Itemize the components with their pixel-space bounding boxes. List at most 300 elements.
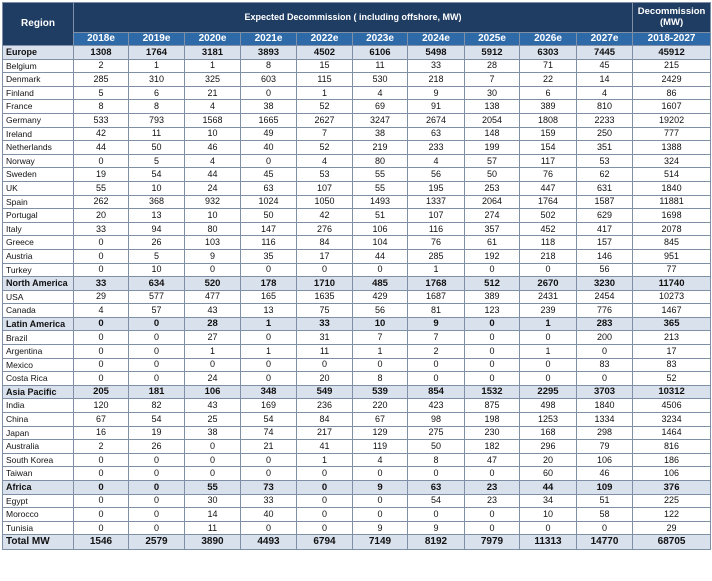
country-row [3,209,711,223]
value-cell: 199 [465,141,520,155]
value-cell: 0 [297,358,353,372]
row-label: Tunisia [3,521,74,535]
value-cell: 54 [129,413,185,427]
value-cell: 116 [241,236,297,250]
value-cell: 119 [353,440,408,454]
value-cell: 168 [520,426,577,440]
value-cell: 20 [74,209,129,223]
value-cell: 79 [577,440,633,454]
row-total-cell: 514 [633,168,711,182]
value-cell: 22 [520,73,577,87]
value-cell: 28 [185,317,241,331]
country-row [3,494,711,508]
country-row [3,195,711,209]
value-cell: 123 [465,304,520,318]
value-cell: 0 [74,263,129,277]
row-label: Latin America [3,317,74,331]
value-cell: 423 [408,399,465,413]
value-cell: 4 [185,154,241,168]
value-cell: 932 [185,195,241,209]
value-cell: 2670 [520,277,577,291]
value-cell: 44 [185,168,241,182]
value-cell: 45 [577,59,633,73]
row-total-cell: 1464 [633,426,711,440]
value-cell: 67 [74,413,129,427]
country-row [3,331,711,345]
country-row [3,127,711,141]
region-row [3,385,711,399]
value-cell: 1024 [241,195,297,209]
value-cell: 296 [520,440,577,454]
value-cell: 0 [577,345,633,359]
year-header: 2025e [465,33,520,46]
value-cell: 0 [74,521,129,535]
row-total-cell: 86 [633,86,711,100]
value-cell: 389 [465,290,520,304]
value-cell: 147 [241,222,297,236]
value-cell: 389 [520,100,577,114]
value-cell: 1 [129,59,185,73]
value-cell: 52 [297,100,353,114]
row-total-cell: 1467 [633,304,711,318]
value-cell: 0 [241,154,297,168]
value-cell: 1 [353,345,408,359]
value-cell: 0 [465,345,520,359]
value-cell: 54 [241,413,297,427]
value-cell: 9 [408,317,465,331]
value-cell: 629 [577,209,633,223]
value-cell: 7149 [353,535,408,550]
value-cell: 9 [353,521,408,535]
value-cell: 76 [408,236,465,250]
value-cell: 6 [129,86,185,100]
row-label: Germany [3,113,74,127]
value-cell: 75 [297,304,353,318]
value-cell: 10 [129,263,185,277]
value-cell: 4 [353,453,408,467]
value-cell: 0 [577,372,633,386]
value-cell: 0 [129,317,185,331]
value-cell: 44 [353,249,408,263]
value-cell: 310 [129,73,185,87]
row-total-cell: 11740 [633,277,711,291]
value-cell: 115 [297,73,353,87]
value-cell: 0 [577,521,633,535]
year-header: 2019e [129,33,185,46]
value-cell: 4 [185,100,241,114]
value-cell: 69 [353,100,408,114]
value-cell: 55 [353,168,408,182]
value-cell: 1334 [577,413,633,427]
value-cell: 276 [297,222,353,236]
value-cell: 1 [241,317,297,331]
country-row [3,453,711,467]
row-label: Africa [3,481,74,495]
row-label: Greece [3,236,74,250]
value-cell: 275 [408,426,465,440]
table-header [3,3,711,46]
value-cell: 63 [408,481,465,495]
value-cell: 1 [520,317,577,331]
value-cell: 1 [185,59,241,73]
value-cell: 0 [465,263,520,277]
value-cell: 33 [74,277,129,291]
value-cell: 0 [520,521,577,535]
row-total-cell: 10273 [633,290,711,304]
value-cell: 0 [297,494,353,508]
value-cell: 0 [129,345,185,359]
value-cell: 2579 [129,535,185,550]
value-cell: 84 [297,236,353,250]
value-cell: 0 [185,358,241,372]
row-total-cell: 29 [633,521,711,535]
value-cell: 0 [129,494,185,508]
value-cell: 0 [241,372,297,386]
value-cell: 52 [297,141,353,155]
row-label: Spain [3,195,74,209]
value-cell: 91 [408,100,465,114]
value-cell: 50 [241,209,297,223]
value-cell: 120 [74,399,129,413]
row-total-cell: 2429 [633,73,711,87]
value-cell: 0 [520,358,577,372]
value-cell: 20 [297,372,353,386]
value-cell: 118 [520,236,577,250]
row-label: Argentina [3,345,74,359]
value-cell: 21 [241,440,297,454]
value-cell: 14770 [577,535,633,550]
value-cell: 62 [577,168,633,182]
value-cell: 2054 [465,113,520,127]
value-cell: 46 [577,467,633,481]
value-cell: 14 [185,508,241,522]
value-cell: 6794 [297,535,353,550]
value-cell: 2 [74,59,129,73]
value-cell: 854 [408,385,465,399]
value-cell: 250 [577,127,633,141]
value-cell: 11313 [520,535,577,550]
value-cell: 104 [353,236,408,250]
row-label: Total MW [3,535,74,550]
row-total-cell: 1607 [633,100,711,114]
row-label: Asia Pacific [3,385,74,399]
row-total-cell: 816 [633,440,711,454]
row-label: Portugal [3,209,74,223]
value-cell: 7 [353,331,408,345]
value-cell: 5912 [465,46,520,60]
row-label: Turkey [3,263,74,277]
value-cell: 7 [465,73,520,87]
row-total-cell: 3234 [633,413,711,427]
row-total-cell: 1698 [633,209,711,223]
value-cell: 875 [465,399,520,413]
value-cell: 107 [408,209,465,223]
value-cell: 40 [241,508,297,522]
value-cell: 1665 [241,113,297,127]
value-cell: 8 [129,100,185,114]
row-total-cell: 324 [633,154,711,168]
row-total-cell: 845 [633,236,711,250]
row-total-cell: 11881 [633,195,711,209]
region-row [3,277,711,291]
country-row [3,168,711,182]
value-cell: 30 [185,494,241,508]
value-cell: 0 [520,372,577,386]
country-row [3,345,711,359]
value-cell: 512 [465,277,520,291]
value-cell: 0 [408,467,465,481]
value-cell: 106 [577,453,633,467]
value-cell: 11 [297,345,353,359]
value-cell: 33 [408,59,465,73]
value-cell: 0 [185,263,241,277]
value-cell: 219 [353,141,408,155]
value-cell: 776 [577,304,633,318]
value-cell: 3247 [353,113,408,127]
value-cell: 23 [465,494,520,508]
value-cell: 218 [408,73,465,87]
row-total-cell: 4506 [633,399,711,413]
value-cell: 2674 [408,113,465,127]
row-total-cell: 777 [633,127,711,141]
row-total-cell: 68705 [633,535,711,550]
value-cell: 10 [185,127,241,141]
value-cell: 74 [241,426,297,440]
value-cell: 1808 [520,113,577,127]
value-cell: 0 [297,481,353,495]
value-cell: 38 [353,127,408,141]
value-cell: 16 [74,426,129,440]
value-cell: 217 [297,426,353,440]
value-cell: 502 [520,209,577,223]
value-cell: 351 [577,141,633,155]
value-cell: 0 [465,358,520,372]
period-header: 2018-2027 [633,33,711,46]
decommission-table [2,2,711,550]
value-cell: 129 [353,426,408,440]
value-cell: 29 [74,290,129,304]
row-total-cell: 365 [633,317,711,331]
value-cell: 262 [74,195,129,209]
value-cell: 1337 [408,195,465,209]
value-cell: 0 [74,331,129,345]
value-cell: 0 [185,440,241,454]
value-cell: 103 [185,236,241,250]
row-total-cell: 83 [633,358,711,372]
row-label: Morocco [3,508,74,522]
value-cell: 83 [577,358,633,372]
row-label: Brazil [3,331,74,345]
value-cell: 181 [129,385,185,399]
year-header: 2023e [353,33,408,46]
value-cell: 14 [577,73,633,87]
row-label: Austria [3,249,74,263]
row-label: Belgium [3,59,74,73]
row-label: India [3,399,74,413]
value-cell: 4 [353,86,408,100]
row-label: South Korea [3,453,74,467]
value-cell: 0 [408,372,465,386]
year-header: 2024e [408,33,465,46]
value-cell: 4 [297,154,353,168]
value-cell: 17 [297,249,353,263]
value-cell: 283 [577,317,633,331]
value-cell: 109 [577,481,633,495]
value-cell: 26 [129,440,185,454]
value-cell: 106 [185,385,241,399]
value-cell: 51 [577,494,633,508]
value-cell: 10 [520,508,577,522]
value-cell: 0 [241,86,297,100]
row-total-cell: 17 [633,345,711,359]
row-total-cell: 19202 [633,113,711,127]
value-cell: 80 [353,154,408,168]
value-cell: 253 [465,181,520,195]
value-cell: 1 [297,86,353,100]
year-header-row [3,33,711,46]
value-cell: 13 [241,304,297,318]
value-cell: 3230 [577,277,633,291]
value-cell: 1493 [353,195,408,209]
value-cell: 0 [353,508,408,522]
value-cell: 539 [353,385,408,399]
value-cell: 53 [577,154,633,168]
value-cell: 1253 [520,413,577,427]
country-row [3,249,711,263]
value-cell: 19 [74,168,129,182]
value-cell: 0 [241,263,297,277]
country-row [3,236,711,250]
total-row [3,535,711,550]
value-cell: 33 [297,317,353,331]
value-cell: 417 [577,222,633,236]
value-cell: 33 [241,494,297,508]
value-cell: 0 [129,467,185,481]
value-cell: 146 [577,249,633,263]
value-cell: 9 [353,481,408,495]
value-cell: 0 [74,317,129,331]
value-cell: 51 [353,209,408,223]
value-cell: 154 [520,141,577,155]
row-label: France [3,100,74,114]
value-cell: 0 [74,453,129,467]
country-row [3,508,711,522]
value-cell: 0 [465,521,520,535]
value-cell: 429 [353,290,408,304]
value-cell: 0 [129,521,185,535]
value-cell: 0 [185,467,241,481]
value-cell: 8192 [408,535,465,550]
value-cell: 63 [408,127,465,141]
value-cell: 520 [185,277,241,291]
value-cell: 38 [185,426,241,440]
country-row [3,440,711,454]
row-label: Denmark [3,73,74,87]
value-cell: 5 [129,249,185,263]
value-cell: 0 [74,345,129,359]
row-label: Taiwan [3,467,74,481]
value-cell: 56 [408,168,465,182]
value-cell: 9 [408,86,465,100]
value-cell: 60 [520,467,577,481]
value-cell: 84 [297,413,353,427]
value-cell: 0 [297,263,353,277]
value-cell: 76 [520,168,577,182]
value-cell: 0 [297,508,353,522]
row-label: Australia [3,440,74,454]
country-row [3,263,711,277]
value-cell: 159 [520,127,577,141]
value-cell: 138 [465,100,520,114]
country-row [3,222,711,236]
row-total-cell: 106 [633,467,711,481]
value-cell: 1 [520,345,577,359]
region-row [3,481,711,495]
value-cell: 0 [74,154,129,168]
value-cell: 810 [577,100,633,114]
value-cell: 198 [465,413,520,427]
value-cell: 35 [241,249,297,263]
value-cell: 40 [241,141,297,155]
value-cell: 0 [241,358,297,372]
value-cell: 1764 [520,195,577,209]
value-cell: 157 [577,236,633,250]
country-row [3,467,711,481]
value-cell: 46 [185,141,241,155]
row-label: UK [3,181,74,195]
value-cell: 19 [129,426,185,440]
value-cell: 15 [297,59,353,73]
value-cell: 5498 [408,46,465,60]
country-row [3,113,711,127]
row-total-cell: 122 [633,508,711,522]
value-cell: 0 [129,372,185,386]
value-cell: 2454 [577,290,633,304]
value-cell: 236 [297,399,353,413]
value-cell: 9 [408,521,465,535]
value-cell: 49 [241,127,297,141]
value-cell: 485 [353,277,408,291]
country-row [3,372,711,386]
value-cell: 2295 [520,385,577,399]
row-total-cell: 951 [633,249,711,263]
value-cell: 0 [353,263,408,277]
row-label: Netherlands [3,141,74,155]
year-header: 2026e [520,33,577,46]
value-cell: 67 [353,413,408,427]
country-row [3,86,711,100]
year-header: 2027e [577,33,633,46]
country-row [3,154,711,168]
row-label: Italy [3,222,74,236]
value-cell: 24 [185,181,241,195]
value-cell: 2 [408,345,465,359]
value-cell: 2431 [520,290,577,304]
value-cell: 205 [74,385,129,399]
row-label: Finland [3,86,74,100]
value-cell: 44 [520,481,577,495]
value-cell: 3890 [185,535,241,550]
value-cell: 1568 [185,113,241,127]
table-body [3,46,711,550]
row-label: Norway [3,154,74,168]
value-cell: 220 [353,399,408,413]
value-cell: 56 [353,304,408,318]
value-cell: 0 [129,508,185,522]
row-label: USA [3,290,74,304]
value-cell: 61 [465,236,520,250]
value-cell: 107 [297,181,353,195]
